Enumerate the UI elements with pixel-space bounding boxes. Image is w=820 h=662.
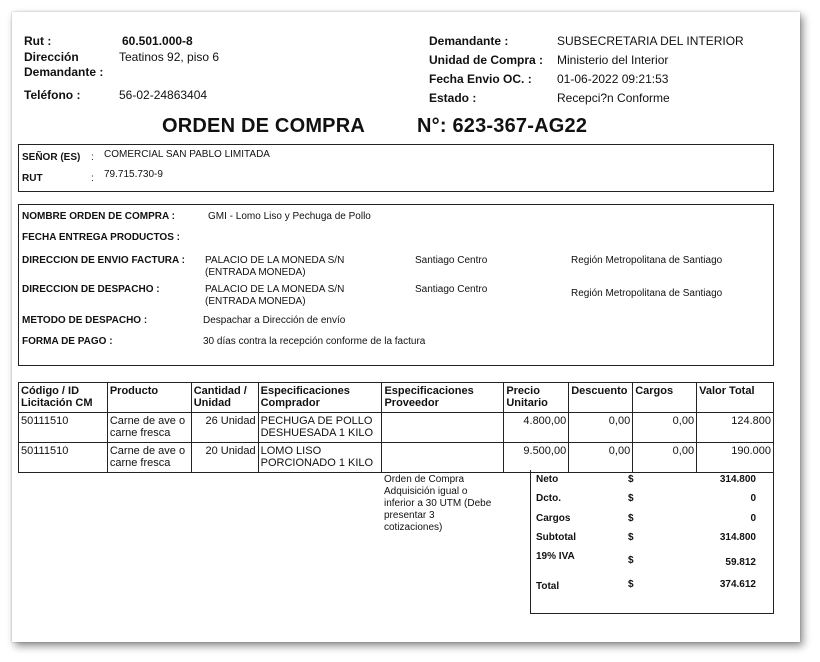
cell-precio: 4.800,00: [504, 413, 569, 443]
cell-valor-total: 190.000: [697, 443, 774, 473]
unidad-compra-value: Ministerio del Interior: [557, 53, 669, 67]
totals-label: Dcto.: [536, 493, 561, 504]
totals-value: 0: [750, 513, 756, 524]
col-cargos: Cargos: [633, 383, 697, 413]
currency-symbol: $: [628, 513, 634, 524]
cell-cantidad: 20 Unidad: [191, 443, 258, 473]
col-valor-total: Valor Total: [697, 383, 774, 413]
totals-label: Neto: [536, 474, 559, 485]
senor-value: COMERCIAL SAN PABLO LIMITADA: [104, 149, 270, 160]
cell-precio: 9.500,00: [504, 443, 569, 473]
order-number: N°: 623-367-AG22: [417, 115, 588, 137]
estado-label: Estado :: [429, 91, 477, 105]
supplier-rut-value: 79.715.730-9: [104, 169, 163, 180]
direccion-despacho-comuna: Santiago Centro: [415, 284, 488, 295]
currency-symbol: $: [628, 579, 634, 590]
table-row: [19, 443, 774, 473]
direccion-despacho-line-2: (ENTRADA MONEDA): [205, 296, 306, 307]
nombre-orden-value: GMI - Lomo Liso y Pechuga de Pollo: [208, 211, 371, 222]
purchase-note: [384, 474, 491, 534]
purchase-order-document: [12, 12, 800, 642]
items-table: [18, 382, 774, 473]
telefono-label: Teléfono :: [24, 88, 81, 102]
rut-value: 60.501.000-8: [122, 34, 193, 48]
cell-codigo: 50111510: [19, 443, 108, 473]
note-line: inferior a 30 UTM (Debe: [384, 498, 492, 509]
col-codigo: Código / ID Licitación CM: [19, 383, 108, 413]
cell-espec-proveedor: [382, 443, 504, 473]
forma-pago-value: 30 días contra la recepción conforme de la factura: [203, 336, 426, 347]
totals-value: 314.800: [719, 474, 756, 485]
cell-espec-comprador: PECHUGA DE POLLO DESHUESADA 1 KILO: [258, 413, 382, 443]
totals-value: 314.800: [719, 532, 756, 543]
direccion-value: Teatinos 92, piso 6: [119, 50, 220, 64]
col-cantidad: Cantidad / Unidad: [191, 383, 258, 413]
document-title: ORDEN DE COMPRA: [162, 115, 366, 137]
note-line: Orden de Compra: [384, 474, 465, 485]
direccion-envio-region: Región Metropolitana de Santiago: [571, 255, 723, 266]
table-row: [19, 413, 774, 443]
col-descuento: Descuento: [569, 383, 633, 413]
currency-symbol: $: [628, 474, 634, 485]
direccion-label-2: Demandante :: [24, 65, 104, 79]
totals-box: [530, 470, 774, 614]
totals-label: 19% IVA: [536, 551, 575, 562]
metodo-despacho-value: Despachar a Dirección de envío: [203, 315, 346, 326]
cell-producto: Carne de ave o carne fresca: [107, 413, 191, 443]
supplier-rut-colon: :: [91, 173, 94, 184]
totals-label: Total: [536, 581, 560, 592]
items-header-row: [19, 383, 774, 413]
cell-descuento: 0,00: [569, 443, 633, 473]
col-espec-comprador: Especificaciones Comprador: [258, 383, 382, 413]
demandante-label: Demandante :: [429, 34, 509, 48]
direccion-despacho-label: DIRECCION DE DESPACHO :: [22, 284, 160, 295]
direccion-envio-line-1: PALACIO DE LA MONEDA S/N: [205, 255, 345, 266]
totals-value: 374.612: [719, 579, 756, 590]
totals-label: Cargos: [536, 513, 571, 524]
currency-symbol: $: [628, 532, 634, 543]
currency-symbol: $: [628, 555, 634, 566]
fecha-envio-value: 01-06-2022 09:21:53: [557, 72, 669, 86]
totals-label: Subtotal: [536, 532, 576, 543]
metodo-despacho-label: METODO DE DESPACHO :: [22, 315, 148, 326]
col-precio: Precio Unitario: [504, 383, 569, 413]
cell-descuento: 0,00: [569, 413, 633, 443]
direccion-label-1: Dirección: [24, 50, 79, 64]
col-espec-proveedor: Especificaciones Proveedor: [382, 383, 504, 413]
senor-colon: :: [91, 152, 94, 163]
cell-codigo: 50111510: [19, 413, 108, 443]
direccion-despacho-region: Región Metropolitana de Santiago: [571, 288, 723, 299]
fecha-envio-label: Fecha Envio OC. :: [429, 72, 532, 86]
estado-value: Recepci?n Conforme: [557, 91, 670, 105]
rut-label: Rut :: [24, 34, 52, 48]
cell-valor-total: 124.800: [697, 413, 774, 443]
cell-cargos: 0,00: [633, 413, 697, 443]
demandante-value: SUBSECRETARIA DEL INTERIOR: [557, 34, 744, 48]
currency-symbol: $: [628, 493, 634, 504]
supplier-rut-label: RUT: [22, 173, 43, 184]
forma-pago-label: FORMA DE PAGO :: [22, 336, 113, 347]
cell-producto: Carne de ave o carne fresca: [107, 443, 191, 473]
cell-cargos: 0,00: [633, 443, 697, 473]
direccion-envio-line-2: (ENTRADA MONEDA): [205, 267, 306, 278]
note-line: presentar 3: [384, 510, 435, 521]
totals-value: 59.812: [725, 557, 756, 568]
totals-value: 0: [750, 493, 756, 504]
note-line: cotizaciones): [384, 522, 443, 533]
cell-cantidad: 26 Unidad: [191, 413, 258, 443]
cell-espec-proveedor: [382, 413, 504, 443]
direccion-envio-label: DIRECCION DE ENVIO FACTURA :: [22, 255, 185, 266]
cell-espec-comprador: LOMO LISO PORCIONADO 1 KILO: [258, 443, 382, 473]
unidad-compra-label: Unidad de Compra :: [429, 53, 544, 67]
fecha-entrega-label: FECHA ENTREGA PRODUCTOS :: [22, 232, 180, 243]
nombre-orden-label: NOMBRE ORDEN DE COMPRA :: [22, 211, 175, 222]
note-line: Adquisición igual o: [384, 486, 468, 497]
senor-label: SEÑOR (ES): [22, 152, 81, 163]
direccion-despacho-line-1: PALACIO DE LA MONEDA S/N: [205, 284, 345, 295]
direccion-envio-comuna: Santiago Centro: [415, 255, 488, 266]
col-producto: Producto: [107, 383, 191, 413]
telefono-value: 56-02-24863404: [119, 88, 208, 102]
